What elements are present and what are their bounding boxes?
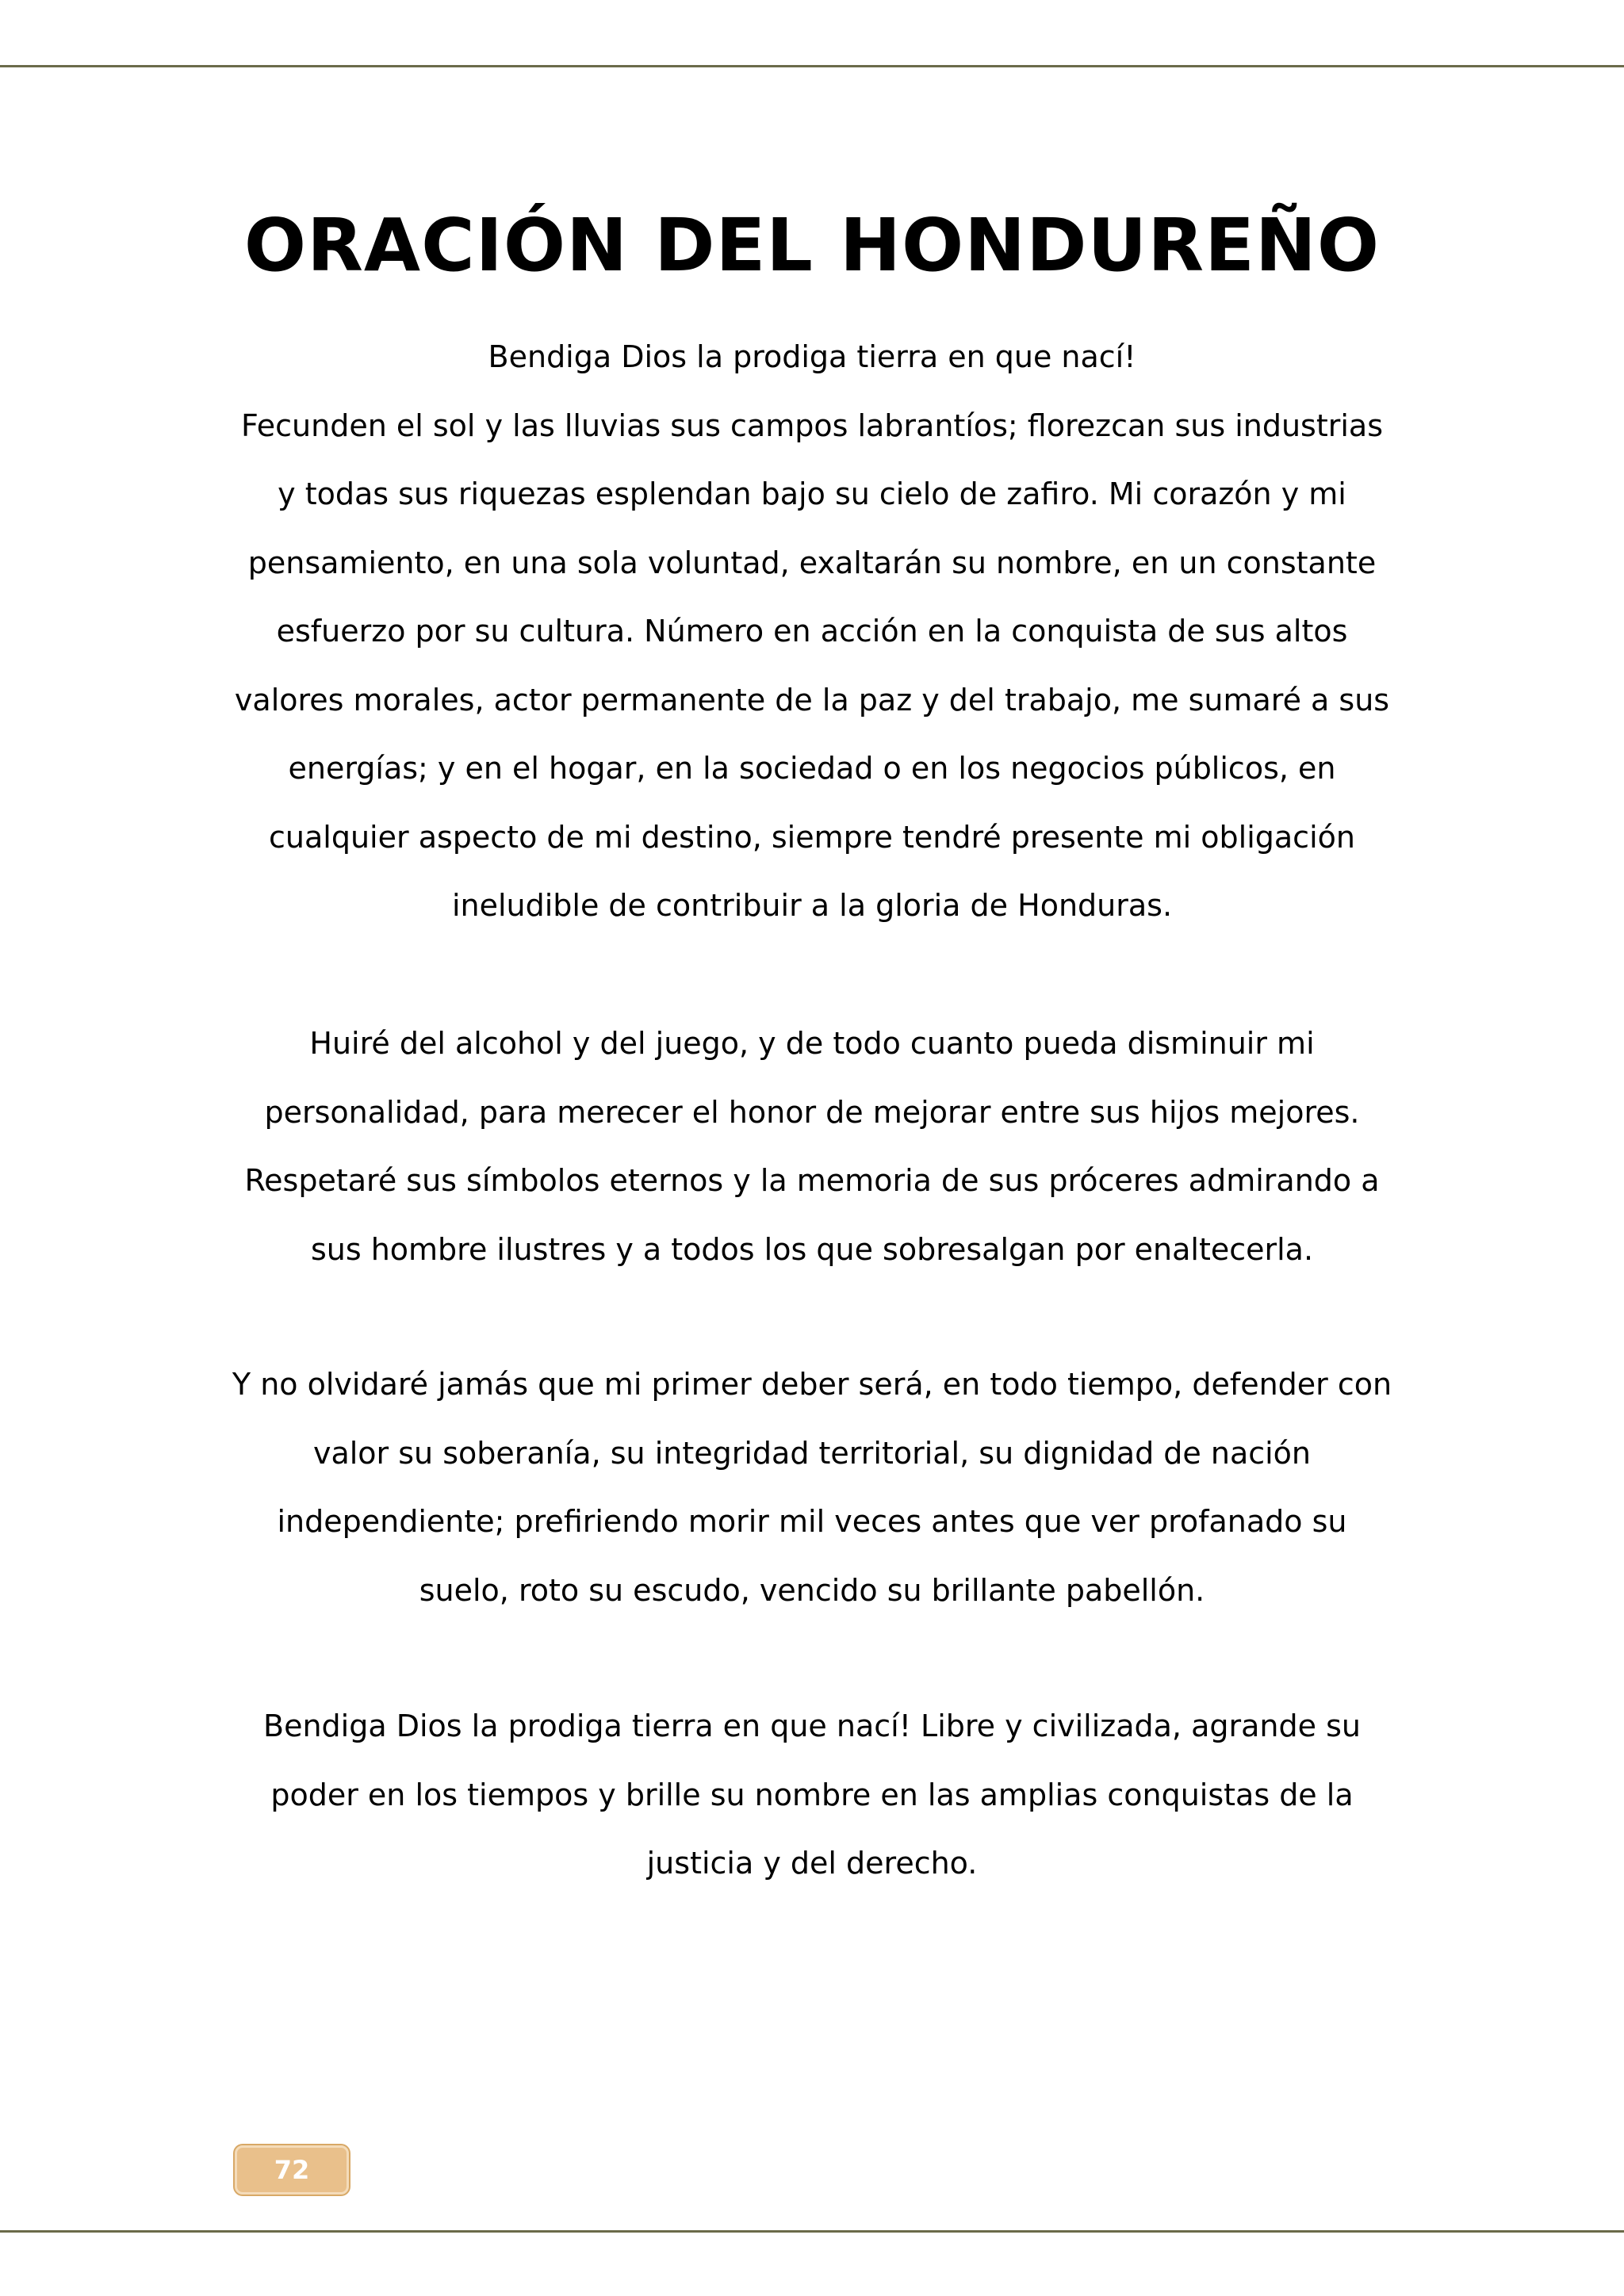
paragraph-3 (0, 1350, 1624, 1624)
text-line: Huiré del alcohol y del juego, y de todo cuanto pueda disminuir mi (309, 1026, 1315, 1061)
text-line: poder en los tiempos y brille su nombre en las amplias conquistas de la (270, 1777, 1354, 1812)
text-line: pensamiento, en una sola voluntad, exaltarán su nombre, en un constante (247, 545, 1377, 580)
paragraph-4 (0, 1692, 1624, 1898)
top-rule (0, 65, 1624, 67)
text-line: justicia y del derecho. (646, 1846, 978, 1881)
paragraph-1 (0, 323, 1624, 940)
page-number-badge: 72 (235, 2145, 349, 2195)
text-line: personalidad, para merecer el honor de mejorar entre sus hijos mejores. (264, 1094, 1360, 1130)
text-line: esfuerzo por su cultura. Número en acción en la conquista de sus altos (276, 614, 1348, 649)
text-line: valores morales, actor permanente de la paz y del trabajo, me sumaré a sus (234, 682, 1390, 718)
text-line: Y no olvidaré jamás que mi primer deber será, en todo tiempo, defender con (232, 1367, 1392, 1402)
text-line: independiente; prefiriendo morir mil veces antes que ver profanado su (277, 1504, 1347, 1539)
text-line: y todas sus riquezas esplendan bajo su cielo de zafiro. Mi corazón y mi (278, 476, 1346, 511)
text-line: Bendiga Dios la prodiga tierra en que nací! Libre y civilizada, agrande su (263, 1709, 1361, 1743)
paragraph-2 (0, 1009, 1624, 1284)
text-line: ineludible de contribuir a la gloria de Honduras. (451, 888, 1173, 923)
text-line: Bendiga Dios la prodiga tierra en que nací! (488, 339, 1136, 374)
text-line: suelo, roto su escudo, vencido su brillante pabellón. (419, 1572, 1205, 1608)
text-line: Fecunden el sol y las lluvias sus campos labrantíos; florezcan sus industrias (240, 408, 1384, 443)
text-line: valor su soberanía, su integridad territorial, su dignidad de nación (312, 1435, 1312, 1471)
page-title: ORACIÓN DEL HONDUREÑO (243, 203, 1381, 288)
text-line: energías; y en el hogar, en la sociedad o en los negocios públicos, en (288, 751, 1336, 786)
text-line: sus hombre ilustres y a todos los que sobresalgan por enaltecerla. (310, 1231, 1314, 1267)
text-line: Respetaré sus símbolos eternos y la memoria de sus próceres admirando a (244, 1163, 1380, 1198)
bottom-rule (0, 2230, 1624, 2233)
text-line: cualquier aspecto de mi destino, siempre tendré presente mi obligación (269, 819, 1355, 855)
